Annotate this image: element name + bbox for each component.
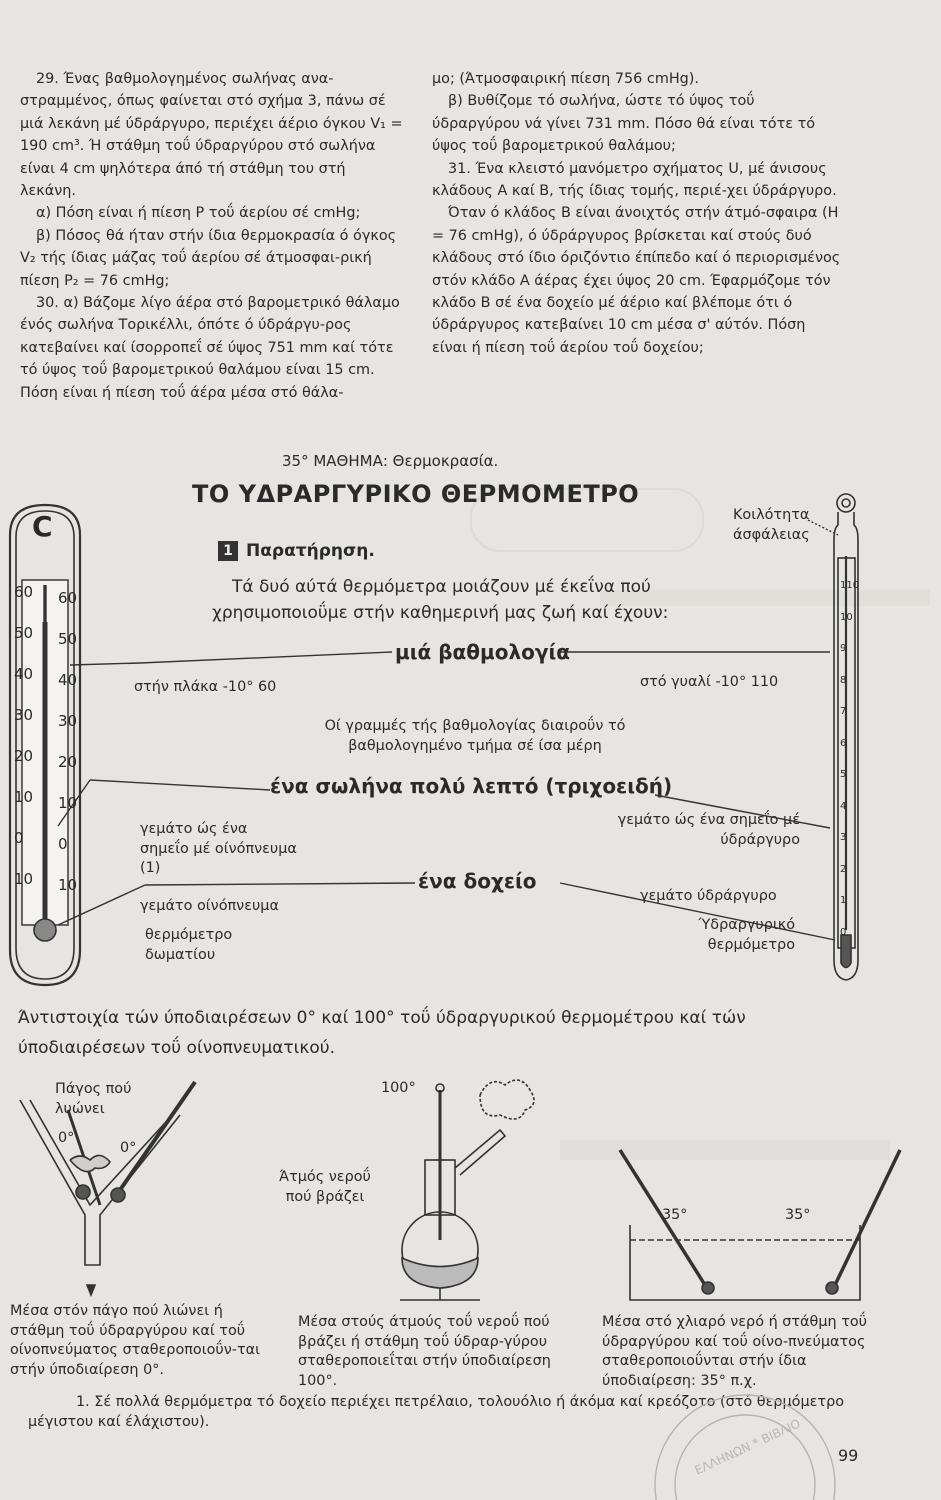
mercury-thermo-tick-label: 110 (840, 580, 860, 591)
room-thermo-tick-label-right: 10 (58, 876, 78, 894)
mercury-thermo-tick-label: 9 (840, 643, 847, 654)
scale-right-label: στό γυαλί -10° 110 (640, 674, 779, 690)
room-thermo-tick-label-left: 30 (14, 706, 34, 724)
mercury-thermometer-label: Ύδραργυρικό θερμόμετρο (698, 917, 795, 953)
mercury-thermo-tick-label: 7 (840, 706, 847, 717)
stamp-text: ΕΛΛΗΝΩΝ * ΒΙΒΛΙΟ (692, 1416, 803, 1478)
room-thermo-tick-label-left: 40 (14, 665, 34, 683)
scale-note: Οί γραμμές τής βαθμολογίας διαιροΰν τό βαθμολογημένο τμήμα σέ ίσα μέρη (324, 718, 626, 754)
lesson-title: ΤΟ ΥΔΡΑΡΓΥΡΙΚΟ ΘΕΡΜΟΜΕΤΡΟ (192, 480, 640, 508)
steam-experiment (400, 1080, 534, 1300)
tube-left-label: γεμάτο ώς ένα σημεΐο μέ οίνόπνευμα (1) (140, 821, 297, 876)
section-number: 1 (218, 541, 238, 561)
correspondence-heading: Άντιστοιχία τών ύποδιαιρέσεων 0° καί 100° τοΰ ύδραργυρικού θερμομέτρου καί τών ύποδιαιρέσεων τοΰ οίνοπνευματικού. (18, 1008, 746, 1058)
feature-scale: μιά βαθμολογία (395, 640, 571, 664)
room-thermo-tick-label-right: 40 (58, 671, 78, 689)
steam-label: Άτμός νεροΰ πού βράζει (279, 1169, 371, 1205)
problem-29b: β) Πόσος θά ήταν στήν ίδια θερμοκρασία ό όγκος V₂ τής ίδιας μάζας τοΰ άερίου σέ άτμοσφαι-ρική πίεση Ρ₂ = 76 cmHg; (20, 227, 397, 289)
room-thermo-tick-label-right: 20 (58, 753, 78, 771)
room-thermo-tick-label-left: 60 (14, 583, 34, 601)
section-title: Παρατήρηση. (246, 541, 375, 561)
mercury-thermo-tick-label: 10 (840, 611, 853, 623)
problem-30: 30. α) Βάζομε λίγο άέρα στό βαρομετρικό θάλαμο ένός σωλήνα Τορικέλλι, όπότε ό ύδράργυ-ρος κατεβαίνει καί ίσορροπεΐ σέ ύψος 751 mm καί τότε τό ύψος τοΰ βαρομετρικού θαλάμου είναι 15 cm. Πόση είναι ή πίεση τοΰ άέρα μέσα στό θάλα- (20, 295, 400, 401)
room-thermo-tick-label-right: 0 (58, 835, 68, 853)
feature-tube: ένα σωλήνα πολύ λεπτό (τριχοειδή) (270, 774, 673, 798)
lesson-header: 35° ΜΑΘΗΜΑ: Θερμοκρασία. (282, 452, 499, 470)
steam-degree: 100° (381, 1080, 416, 1096)
room-thermo-tick-label-right: 30 (58, 712, 78, 730)
room-thermo-tick-label-left: 50 (14, 624, 34, 642)
pointer-lines (58, 520, 838, 940)
feature-bulb: ένα δοχείο (418, 869, 537, 893)
safety-cavity-label: Κοιλότητα άσφάλειας (733, 507, 810, 543)
mercury-thermo-tick-label: 6 (840, 737, 847, 749)
water-degree-1: 35° (662, 1207, 688, 1223)
problem-31a: 31. Ένα κλειστό μανόμετρο σχήματος U, μέ άνισους κλάδους Α καί Β, τής ίδιας τομής, περιέ-χει ύδράργυρο. (432, 160, 837, 200)
problem-29a: α) Πόση είναι ή πίεση Ρ τοΰ άερίου σέ cmHg; (36, 205, 361, 222)
ice-caption: Μέσα στόν πάγο πού λιώνει ή στάθμη τοΰ ύδραργύρου καί τοΰ οίνοπνεύματος σταθεροποιοΰν-ται στήν ύποδιαίρεση 0°. (10, 1303, 260, 1378)
room-thermometer-label: θερμόμετρο δωματίου (145, 927, 233, 963)
room-thermo-letter: C (32, 510, 53, 543)
mercury-thermo-tick-label: 4 (840, 800, 847, 812)
water-experiment (620, 1150, 900, 1300)
mercury-thermo-tick-label: 0 (840, 926, 847, 938)
problem-31b: Όταν ό κλάδος Β είναι άνοιχτός στήν άτμό-σφαιρα (Η = 76 cmHg), ό ύδράργυρος βρίσκεται καί στούς δυό κλάδους στό ίδιο όριζόντιο έπίπεδο καί ό περιορισμένος στόν κλάδο Α άέρας έχει ύψος 20 cm. Έφαρμόζομε τόν κλάδο Β σέ ένα δοχείο μέ άέριο καί βλέπομε ότι ό ύδράργυρος κατεβαίνει 10 cm μέσα σ' αύτόν. Πόση είναι ή πίεση τοΰ άερίου τοΰ δοχείου; (432, 205, 841, 356)
bulb-left-label: γεμάτο οίνόπνευμα (140, 898, 279, 914)
room-thermo-tick-label-right: 50 (58, 630, 78, 648)
steam-caption: Μέσα στούς άτμούς τοΰ νεροΰ πού βράζει ή στάθμη τοΰ ύδραρ-γύρου σταθεροποιεΐται στήν ύποδιαίρεση 100°. (298, 1314, 551, 1389)
problem-30-cont: μο; (Άτμοσφαιρική πίεση 756 cmHg). (432, 71, 699, 87)
bulb-right-label: γεμάτο ύδράργυρο (640, 888, 777, 904)
room-thermo-tick-label-left: 20 (14, 747, 34, 765)
room-thermometer (10, 505, 80, 985)
page-number: 99 (838, 1446, 859, 1465)
mercury-thermo-tick-label: 5 (840, 769, 847, 780)
room-thermo-tick-label-right: 10 (58, 794, 78, 812)
mercury-thermo-tick-label: 3 (840, 832, 847, 843)
problem-29: 29. Ένας βαθμολογημένος σωλήνας ανα-στραμμένος, όπως φαίνεται στό σχήμα 3, πάνω σέ μιά λεκάνη μέ ύδράργυρο, περιέχει άέριο όγκου V₁ = 190 cm³. Ή στάθμη τοΰ ύδραργύρου στό σωλήνα είναι 4 cm ψηλότερα άπό τή στάθμη του στή λεκάνη. (20, 71, 403, 200)
problem-30b: β) Βυθίζομε τό σωλήνα, ώστε τό ύψος τοΰ ύδραργύρου νά γίνει 731 mm. Πόσο θά είναι τότε τό ύψος τοΰ βαρομετρικού θαλάμου; (432, 93, 816, 155)
footnote: 1. Σέ πολλά θερμόμετρα τό δοχείο περιέχει πετρέλαιο, τολουόλιο ή άκόμα καί κρεόζοτο (στό θερμόμετρο μέγιστου καί έλάχιστου). (28, 1394, 845, 1430)
mercury-thermo-tick-label: 8 (840, 674, 847, 686)
tube-right-label: γεμάτο ώς ένα σημεΐο μέ ύδράργυρο (617, 812, 800, 848)
mercury-thermo-tick-label: 2 (840, 863, 847, 875)
room-thermo-tick-label-right: 60 (58, 589, 78, 607)
ice-label: Πάγος πού λυώνει (55, 1081, 132, 1117)
ice-degree-1: 0° (58, 1130, 75, 1146)
ice-experiment (20, 1082, 195, 1295)
mercury-thermo-tick-label: 1 (840, 895, 847, 906)
room-thermo-tick-label-left: 10 (14, 870, 34, 888)
water-degree-2: 35° (785, 1207, 811, 1223)
room-thermo-tick-label-left: 0 (14, 829, 24, 847)
water-caption: Μέσα στό χλιαρό νερό ή στάθμη τοΰ ύδραργύρου καί τοΰ οίνο-πνεύματος σταθεροποιοΰνται στήν ίδια ύποδιαίρεση: 35° π.χ. (602, 1314, 867, 1389)
ice-degree-2: 0° (120, 1140, 137, 1156)
intro-text: Τά δυό αύτά θερμόμετρα μοιάζουν μέ έκεΐνα πού χρησιμοποιοΰμε στήν καθημερινή μας ζωή καί έχουν: (212, 577, 669, 623)
scale-left-label: στήν πλάκα -10° 60 (134, 679, 277, 695)
room-thermo-tick-label-left: 10 (14, 788, 34, 806)
